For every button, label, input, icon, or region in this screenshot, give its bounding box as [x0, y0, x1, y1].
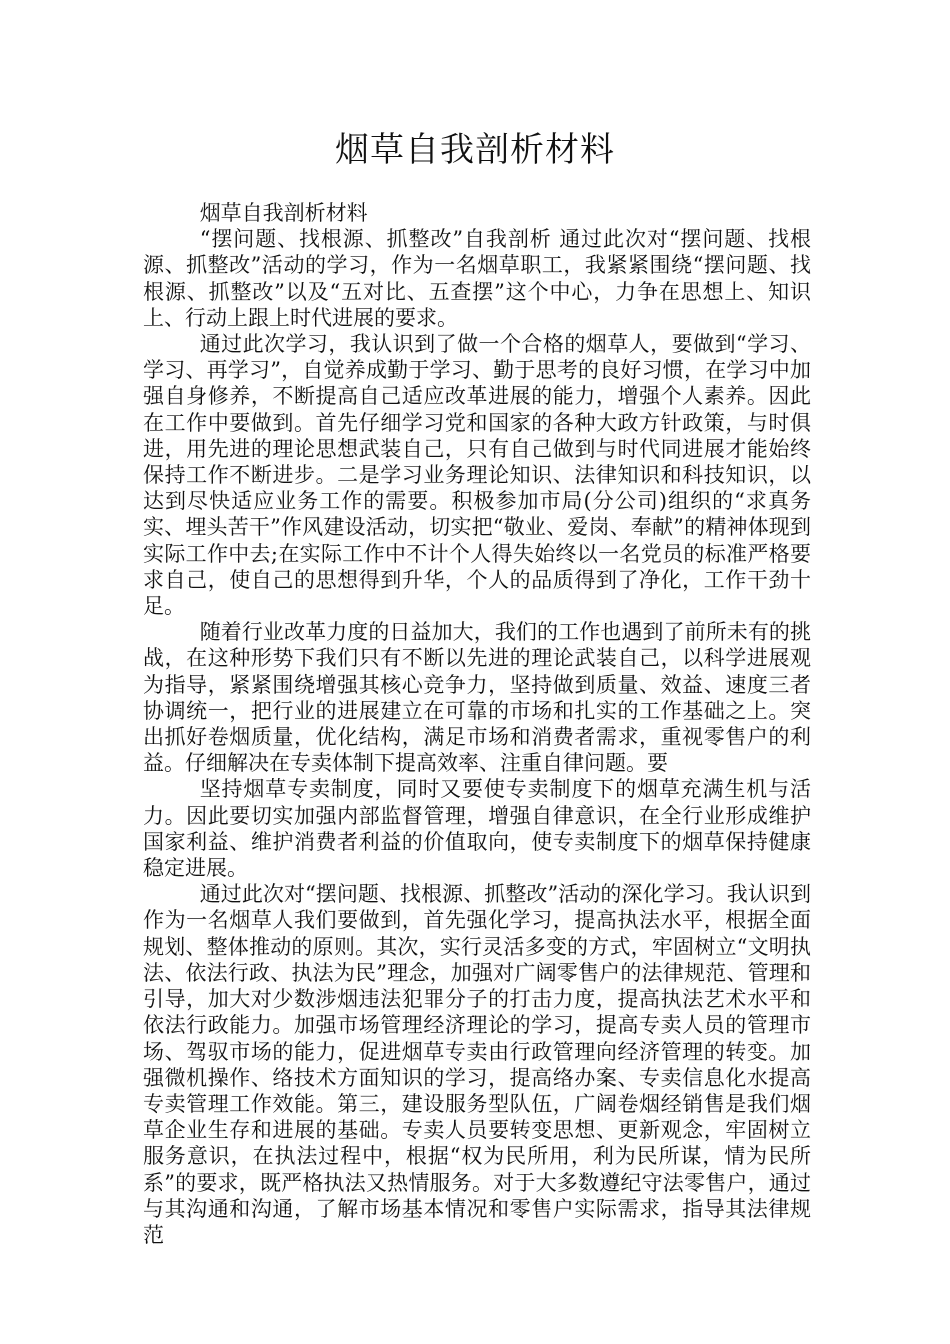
paragraph-subtitle: 烟草自我剖析材料 [199, 201, 368, 225]
paragraph-learning: 通过此次学习，我认识到了做一个合格的烟草人，要做到“学习、学习、再学习”，自觉养成勤于学习、勤于思考的良好习惯，在学习中加强自身修养，不断提高自己适应改革进展的能力，增强个人素养。因此在工作中要做到。首先仔细学习党和国家的各种大政方针政策，与时俱进，用先进的理论思想武装自己，只有自己做到与时代同进展才能始终保持工作不断进步。二是学习业务理论知识、法律知识和科技知识，以达到尽快适应业务工作的需要。积极参加市局(分公司)组织的“求真务实、埋头苦干”作风建设活动，切实把“敬业、爱岗、奉献”的精神体现到实际工作中去;在实际工作中不计个人得失始终以一名党员的标准严格要求自己，使自己的思想得到升华，个人的品质得到了净化，工作干劲十足。 [143, 332, 811, 619]
document-title: 烟草自我剖析材料 [335, 130, 615, 170]
document-body [143, 200, 811, 1248]
paragraph-intro: “摆问题、找根源、抓整改”自我剖析 通过此次对“摆问题、找根源、抓整改”活动的学习，作为一名烟草职工，我紧紧围绕“摆问题、找根源、抓整改”以及“五对比、五查摆”这个中心，力争在思想上、知识上、行动上跟上时代进展的要求。 [143, 227, 811, 330]
paragraph-reform: 随着行业改革力度的日益加大，我们的工作也遇到了前所未有的挑战，在这种形势下我们只有不断以先进的理论武装自己，以科学进展观为指导，紧紧围绕增强其核心竞争力，坚持做到质量、效益、速度三者协调统一，把行业的进展建立在可靠的市场和扎实的工作基础之上。突出抓好卷烟质量，优化结构，满足市场和消费者需求，重视零售户的利益。仔细解决在专卖体制下提高效率、注重自律问题。要 [143, 620, 811, 776]
paragraph-enforcement: 通过此次对“摆问题、找根源、抓整改”活动的深化学习。我认识到作为一名烟草人我们要做到，首先强化学习，提高执法水平，根据全面规划、整体推动的原则。其次，实行灵活多变的方式，牢固树立“文明执法、依法行政、执法为民”理念，加强对广阔零售户的法律规范、管理和引导，加大对少数涉烟违法犯罪分子的打击力度，提高执法艺术水平和依法行政能力。加强市场管理经济理论的学习，提高专卖人员的管理市场、驾驭市场的能力，促进烟草专卖由行政管理向经济管理的转变。加强微机操作、络技术方面知识的学习，提高络办案、专卖信息化水提高专卖管理工作效能。第三，建设服务型队伍，广阔卷烟经销售是我们烟草企业生存和进展的基础。专卖人员要转变思想、更新观念，牢固树立服务意识，在执法过程中，根据“权为民所用，利为民所谋，情为民所系”的要求，既严格执法又热情服务。对于大多数遵纪守法零售户，通过与其沟通和沟通，了解市场基本情况和零售户实际需求，指导其法律规范 [143, 882, 811, 1247]
paragraph-monopoly: 坚持烟草专卖制度，同时又要使专卖制度下的烟草充满生机与活力。因此要切实加强内部监督管理，增强自律意识，在全行业形成维护国家利益、维护消费者利益的价值取向，使专卖制度下的烟草保持健康稳定进展。 [143, 777, 811, 881]
